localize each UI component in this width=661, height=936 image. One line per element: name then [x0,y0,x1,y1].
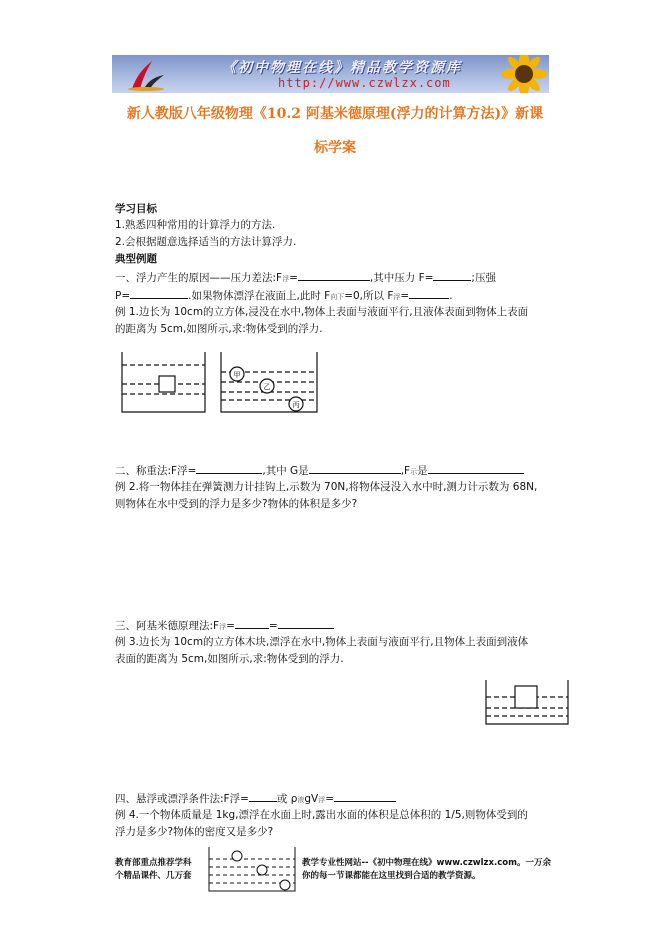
blank-field [309,462,401,474]
document-title-line2: 标学案 [314,140,356,156]
example3-line2: 表面的距离为 5cm,如图所示,求:物体受到的浮力. [115,653,344,665]
blank-field [298,269,370,281]
method3-text: 三、阿基米德原理法:F [115,620,220,632]
example4-line2: 浮力是多少?物体的密度又是多少? [115,826,274,838]
method2-text: 是 [417,465,428,477]
blank-field [196,462,262,474]
method4-text: 四、悬浮或漂浮条件法:F浮= [115,793,249,805]
method2-text: 二、称重法:F浮= [115,465,197,477]
method1-text: ;压强 [471,272,496,284]
method1-line2 [115,287,453,305]
example4-line1: 例 4.一个物体质量是 1kg,漂浮在水面上时,露出水面的体积是总体积的 1/5,则物体受到的 [115,809,528,821]
footer-right-line1: 教学专业性网站--《初中物理在线》www.czwlzx.com。一万余 [302,858,551,868]
equals: = [325,793,335,805]
method1-text: =0,所以 F [344,290,394,302]
method4-text: gV [304,793,319,805]
goal-item-1: 1.熟悉四种常用的计算浮力的方法. [115,219,276,231]
method2-text: ,F [400,465,411,477]
method4-line [115,790,396,808]
method1-text: ,其中压力 F= [369,272,434,284]
header-banner [112,55,549,93]
example2-line1: 例 2.将一物体挂在弹簧测力计挂钩上,示数为 70N,将物体浸没入水中时,测力计示数为 68N, [115,481,538,493]
footer-left-line1: 教育部重点推荐学科 [115,858,192,868]
blank-field [428,462,524,474]
label-yi: 乙 [263,383,271,391]
blank-field [278,617,334,629]
container-figure-2 [221,352,317,412]
blank-field [249,790,277,802]
banner-title: 《初中物理在线》精品教学资源库 [222,60,462,76]
method4-text: 或 ρ [276,793,298,805]
equals: = [226,620,235,632]
period: . [449,290,453,302]
subscript-float: 浮 [393,293,401,301]
method2-text: ,其中 G是 [262,465,309,477]
banner-url: http://www.czwlzx.com [278,76,451,90]
container-figure-1 [122,352,205,412]
subscript-down: 向下 [330,293,345,301]
subscript-float: 浮 [318,796,326,804]
method1-text: P= [115,290,131,302]
equals: = [289,272,298,284]
blank-field [409,287,449,299]
blank-field [235,617,269,629]
method1-text: 一、浮力产生的原因——压力差法:F [115,272,283,284]
example1-figures [119,350,329,416]
examples-heading: 典型例题 [115,253,157,265]
footer-figure [207,845,297,893]
label-bing: 丙 [292,401,300,409]
document-title-line1: 新人教版八年级物理《10.2 阿基米德原理(浮力的计算方法)》新课 [126,106,544,122]
blank-field [433,269,471,281]
method2-line [115,462,524,480]
equals: = [400,290,410,302]
equals: = [268,620,278,632]
subscript-float: 浮 [219,623,227,631]
footer-left-line2: 个精品课件、几万套 [115,871,192,881]
example3-figure [483,678,573,728]
example2-line2: 则物体在水中受到的浮力是多少?物体的体积是多少? [115,498,358,510]
site-logo-icon [126,59,166,91]
example3-line1: 例 3.边长为 10cm的立方体木块,漂浮在水中,物体上表面与液面平行,且物体上表面到液体 [115,636,529,648]
example1-line2: 的距离为 5cm,如图所示,求:物体受到的浮力. [115,323,323,335]
subscript-shi: 示 [410,468,418,476]
footer-right-line2: 你的每一节课都能在这里找到合适的教学资源。 [302,871,481,881]
sunflower-icon [489,55,549,93]
label-jia: 甲 [233,371,241,379]
method3-line [115,617,334,635]
blank-field [334,790,396,802]
subscript-liquid: 液 [297,796,305,804]
goal-item-2: 2.会根据题意选择适当的方法计算浮力. [115,236,297,248]
method1-text: .如果物体漂浮在液面上,此时 F [188,290,331,302]
subscript-float: 浮 [282,275,290,283]
goals-heading: 学习目标 [115,203,157,215]
example1-line1: 例 1.边长为 10cm的立方体,浸没在水中,物体上表面与液面平行,且液体表面到物体上表面 [115,306,529,318]
method1-line1 [115,269,496,287]
blank-field [130,287,188,299]
